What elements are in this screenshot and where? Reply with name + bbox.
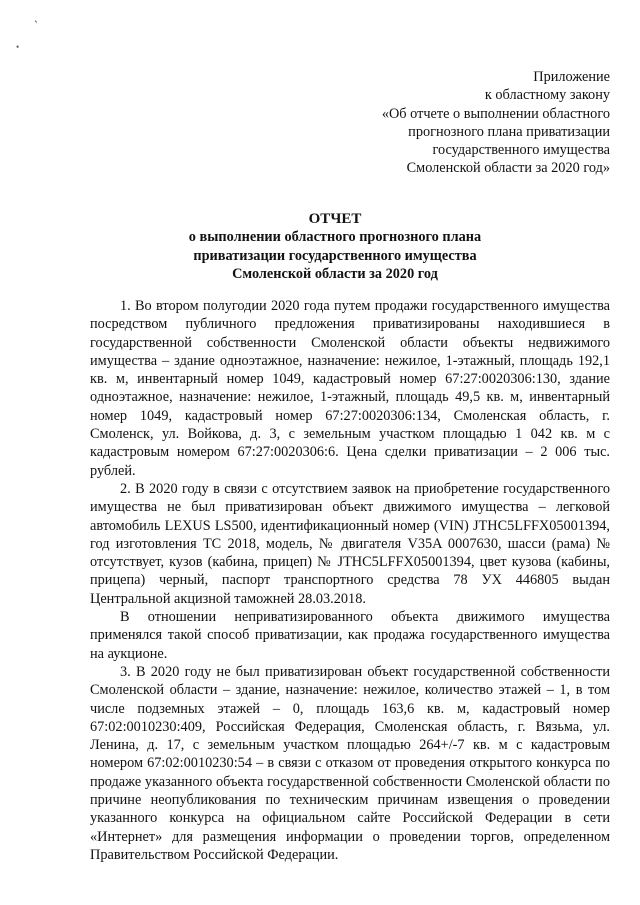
appendix-line: прогнозного плана приватизации — [408, 123, 610, 140]
appendix-line: Приложение — [533, 69, 610, 85]
document-title — [90, 210, 580, 283]
scan-mark: ʼ — [32, 18, 44, 30]
paragraph-3: 3. В 2020 году не был приватизирован объект государственной собственности Смоленской области – здание, назначение: нежилое, количество этажей – 1, в том числе подземных этажей – 0, площадь 163,6 кв. м, кадастровый номер 67:02:0010230:409, Российская Федерация, Смоленская область, г. Вязьма, ул. Ленина, д. 17, с земельным участком площадью 264+/-7 кв. м с кадастровым номером 67:02:0010230:54 – в связи с отказом от проведения открытого конкурса по продаже указанного объекта государственной собственности Смоленской области по причине неопубликования по техническим причинам извещения о проведении указанного конкурса на официальном сайте Российской Федерации в сети «Интернет» для размещения информации о проведении торгов, определенном Правительством Российской Федерации. — [90, 663, 610, 863]
paragraph-1: 1. Во втором полугодии 2020 года путем продажи государственного имущества посредством публичного предложения приватизированы находившиеся в государственной собственности Смоленской области объекты недвижимого имущества – здание одноэтажное, назначение: нежилое, 1-этажный, площадь 192,1 кв. м, инвентарный номер 1049, кадастровый номер 67:27:0020306:130, здание одноэтажное, назначение: нежилое, 1-этажный, площадь 49,5 кв. м, инвентарный номер 1049, кадастровый номер 67:27:0020306:134, Смоленская область, г. Смоленск, ул. Войкова, д. 3, с земельным участком площадью 1 042 кв. м с кадастровым номером 67:27:0020306:6. Цена сделки приватизации – 2 006 тыс. рублей. — [90, 298, 610, 479]
scan-dot: • — [16, 42, 20, 52]
appendix-line: государственного имущества — [432, 142, 610, 159]
title-line: приватизации государственного имущества — [193, 247, 477, 264]
paragraph-2-note: В отношении неприватизированного объекта движимого имущества применялся такой способ приватизации, как продажа государственного имущества на аукционе. — [90, 609, 610, 662]
appendix-header — [310, 68, 610, 178]
appendix-line: «Об отчете о выполнении областного — [381, 105, 610, 122]
appendix-line: к областному закону — [484, 87, 610, 104]
paragraph-2: 2. В 2020 году в связи с отсутствием заявок на приобретение государственного имущества не был приватизирован объект движимого имущества – легковой автомобиль LEXUS LS500, идентификационный номер (VIN) JTHC5LFFX05001394, год изготовления ТС 2018, модель, № двигателя V35A 0007630, шасси (рама) № отсутствует, кузов (кабина, прицеп) № JTHC5LFFX05001394, цвет кузова (кабины, прицепа) черный, паспорт транспортного средства 78 УХ 446805 выдан Центральной акцизной таможней 28.03.2018. — [90, 480, 610, 607]
title-main: ОТЧЕТ — [308, 211, 362, 227]
appendix-line: Смоленской области за 2020 год» — [406, 160, 610, 177]
title-line: Смоленской области за 2020 год — [232, 265, 438, 282]
title-line: о выполнении областного прогнозного плана — [188, 229, 482, 246]
document-body — [90, 297, 610, 864]
